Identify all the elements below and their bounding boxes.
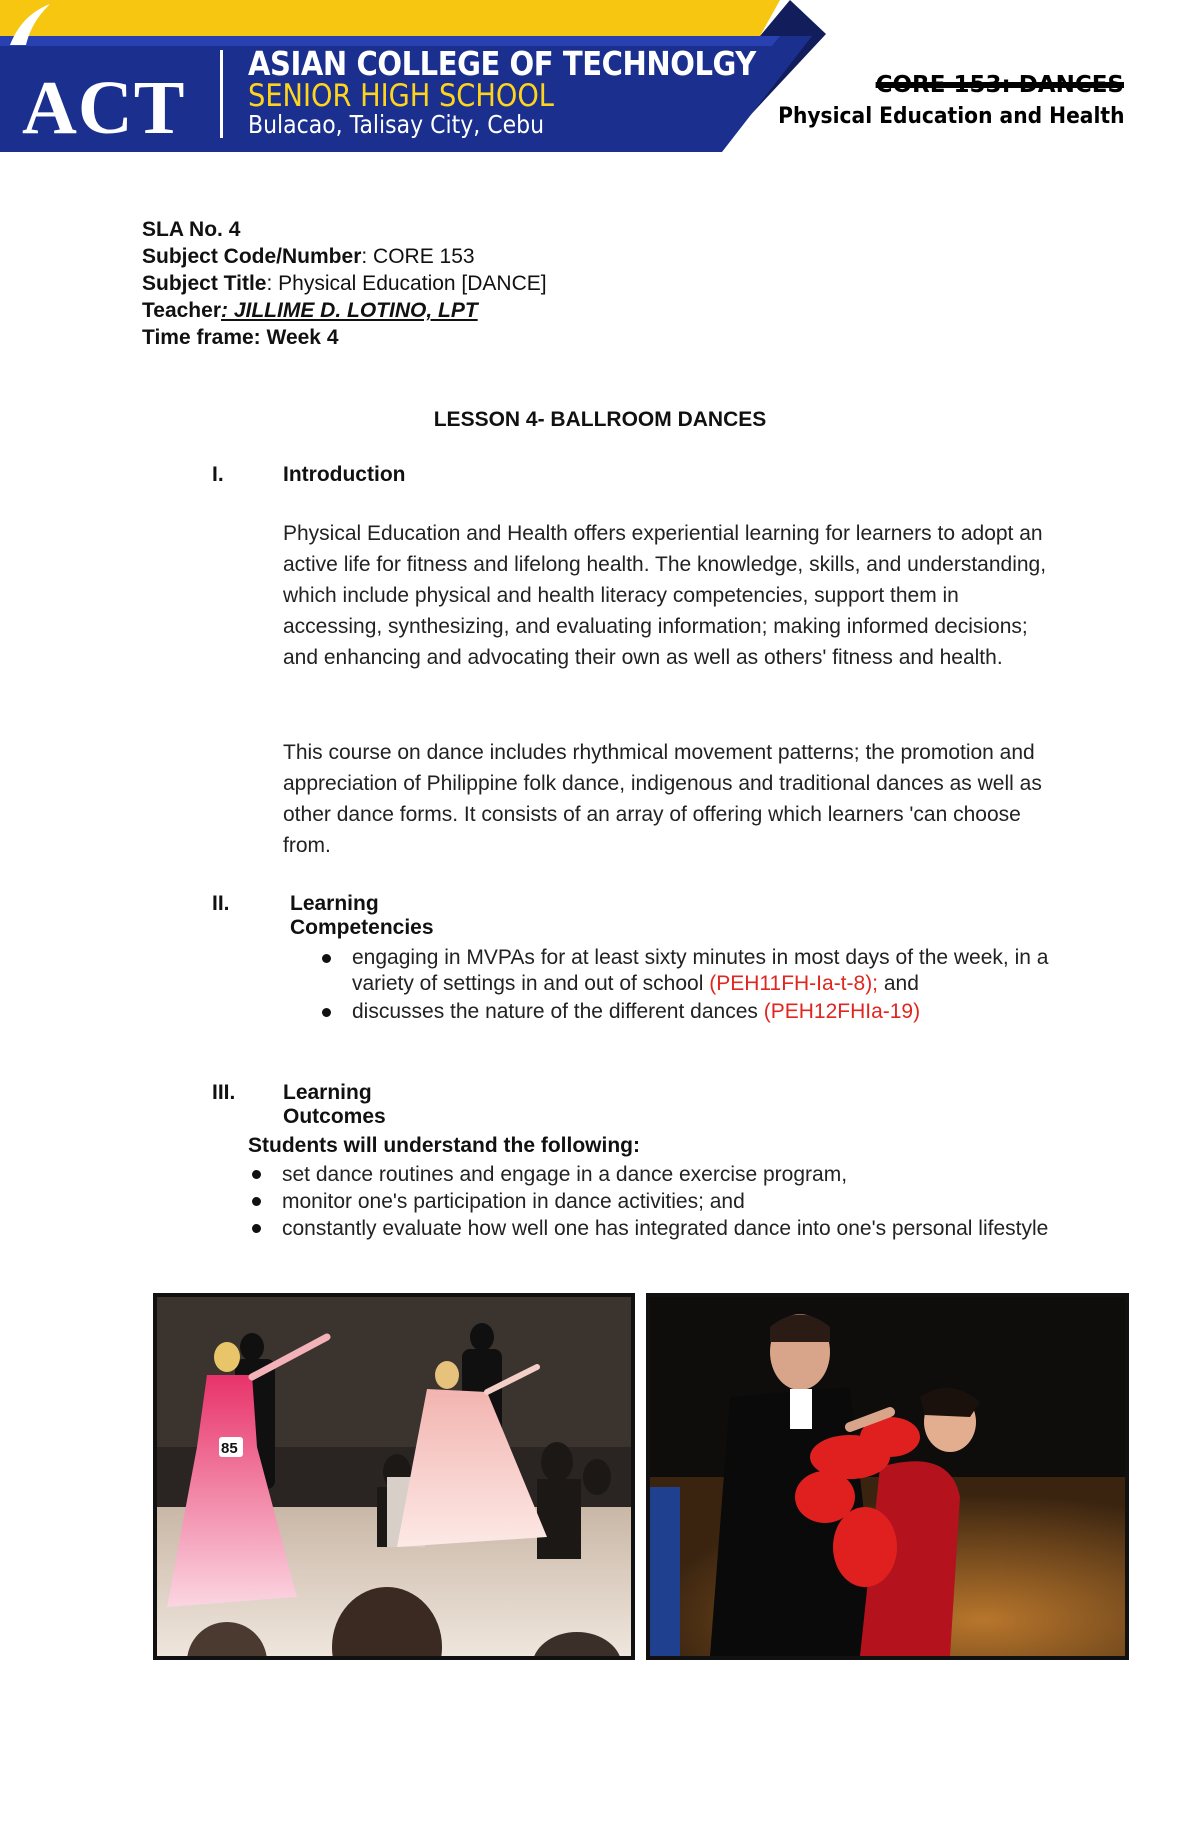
ballroom-photo-right [646,1293,1129,1660]
bullet-icon [252,1170,261,1179]
school-address: Bulacao, Talisay City, Cebu [248,110,545,139]
section-numeral: III. [212,1081,236,1104]
logo-divider [220,50,223,138]
lesson-title [0,408,1200,432]
bullet-icon [252,1197,261,1206]
ballroom-couple-closeup-image [650,1297,1125,1656]
bullet-icon [252,1224,261,1233]
section-heading-text: Learning Outcomes [283,1081,386,1128]
competency-code: (PEH12FHIa-19) [763,1000,921,1023]
introduction-paragraph-1: Physical Education and Health offers experiential learning for learners to adopt an active life for fitness and lifelong health. The knowledge, skills, and understanding, which include physical and health literacy competencies, support them in accessing, synthesizing, and evaluating information; making informed decisions; and enhancing and advocating their own as well as others' fitness and health. [283,522,1047,669]
school-name: ASIAN COLLEGE OF TECHNOLGY [248,44,756,83]
section-numeral: I. [212,463,224,486]
sla-number: SLA No. 4 [142,218,241,241]
outcomes-lead: Students will understand the following: [248,1134,640,1157]
document-header [0,0,1200,160]
competency-code: (PEH11FH-Ia-t-8); [709,972,879,995]
list-item: monitor one's participation in dance activities; and [248,1188,1078,1215]
ballroom-couples-image [157,1297,631,1656]
competencies-list [318,945,1058,1025]
list-item: discusses the nature of the different dances (PEH12FHIa-19) [318,999,1058,1025]
subject-code: Subject Code/Number: CORE 153 [142,245,475,268]
ballroom-photo-left [153,1293,635,1660]
outcomes-list [248,1161,1078,1242]
course-code: CORE 153: DANCES [875,72,1124,98]
section-heading-text: Learning Competencies [290,892,434,939]
sla-meta-block [142,216,547,351]
list-item: set dance routines and engage in a dance exercise program, [248,1161,1078,1188]
number-badge-text: 85 [221,1440,238,1457]
school-subtitle: SENIOR HIGH SCHOOL [248,78,555,114]
section-numeral: II. [212,892,230,915]
list-item: constantly evaluate how well one has integrated dance into one's personal lifestyle [248,1215,1078,1242]
logo-swoosh-icon [0,0,60,50]
section-heading-text: Introduction [283,463,406,486]
subject-title: Subject Title: Physical Education [DANCE] [142,272,547,295]
time-frame: Time frame: Week 4 [142,326,339,349]
list-item: engaging in MVPAs for at least sixty minutes in most days of the week, in a variety of settings in and out of school (PEH11FH-Ia-t-8); and [318,945,1058,997]
lesson-title-text: LESSON 4- BALLROOM DANCES [433,408,767,431]
teacher: Teacher: JILLIME D. LOTINO, LPT [142,299,478,322]
bullet-icon [322,954,331,963]
course-title: Physical Education and Health [777,104,1124,129]
bullet-icon [322,1008,331,1017]
introduction-paragraph-2: This course on dance includes rhythmical movement patterns; the promotion and appreciation of Philippine folk dance, indigenous and traditional dances as well as other dance forms. It consists of an array of offering which learners 'can choose from. [283,741,1042,857]
teacher-name: : JILLIME D. LOTINO, LPT [221,299,478,322]
act-logo: ACT [22,66,186,150]
